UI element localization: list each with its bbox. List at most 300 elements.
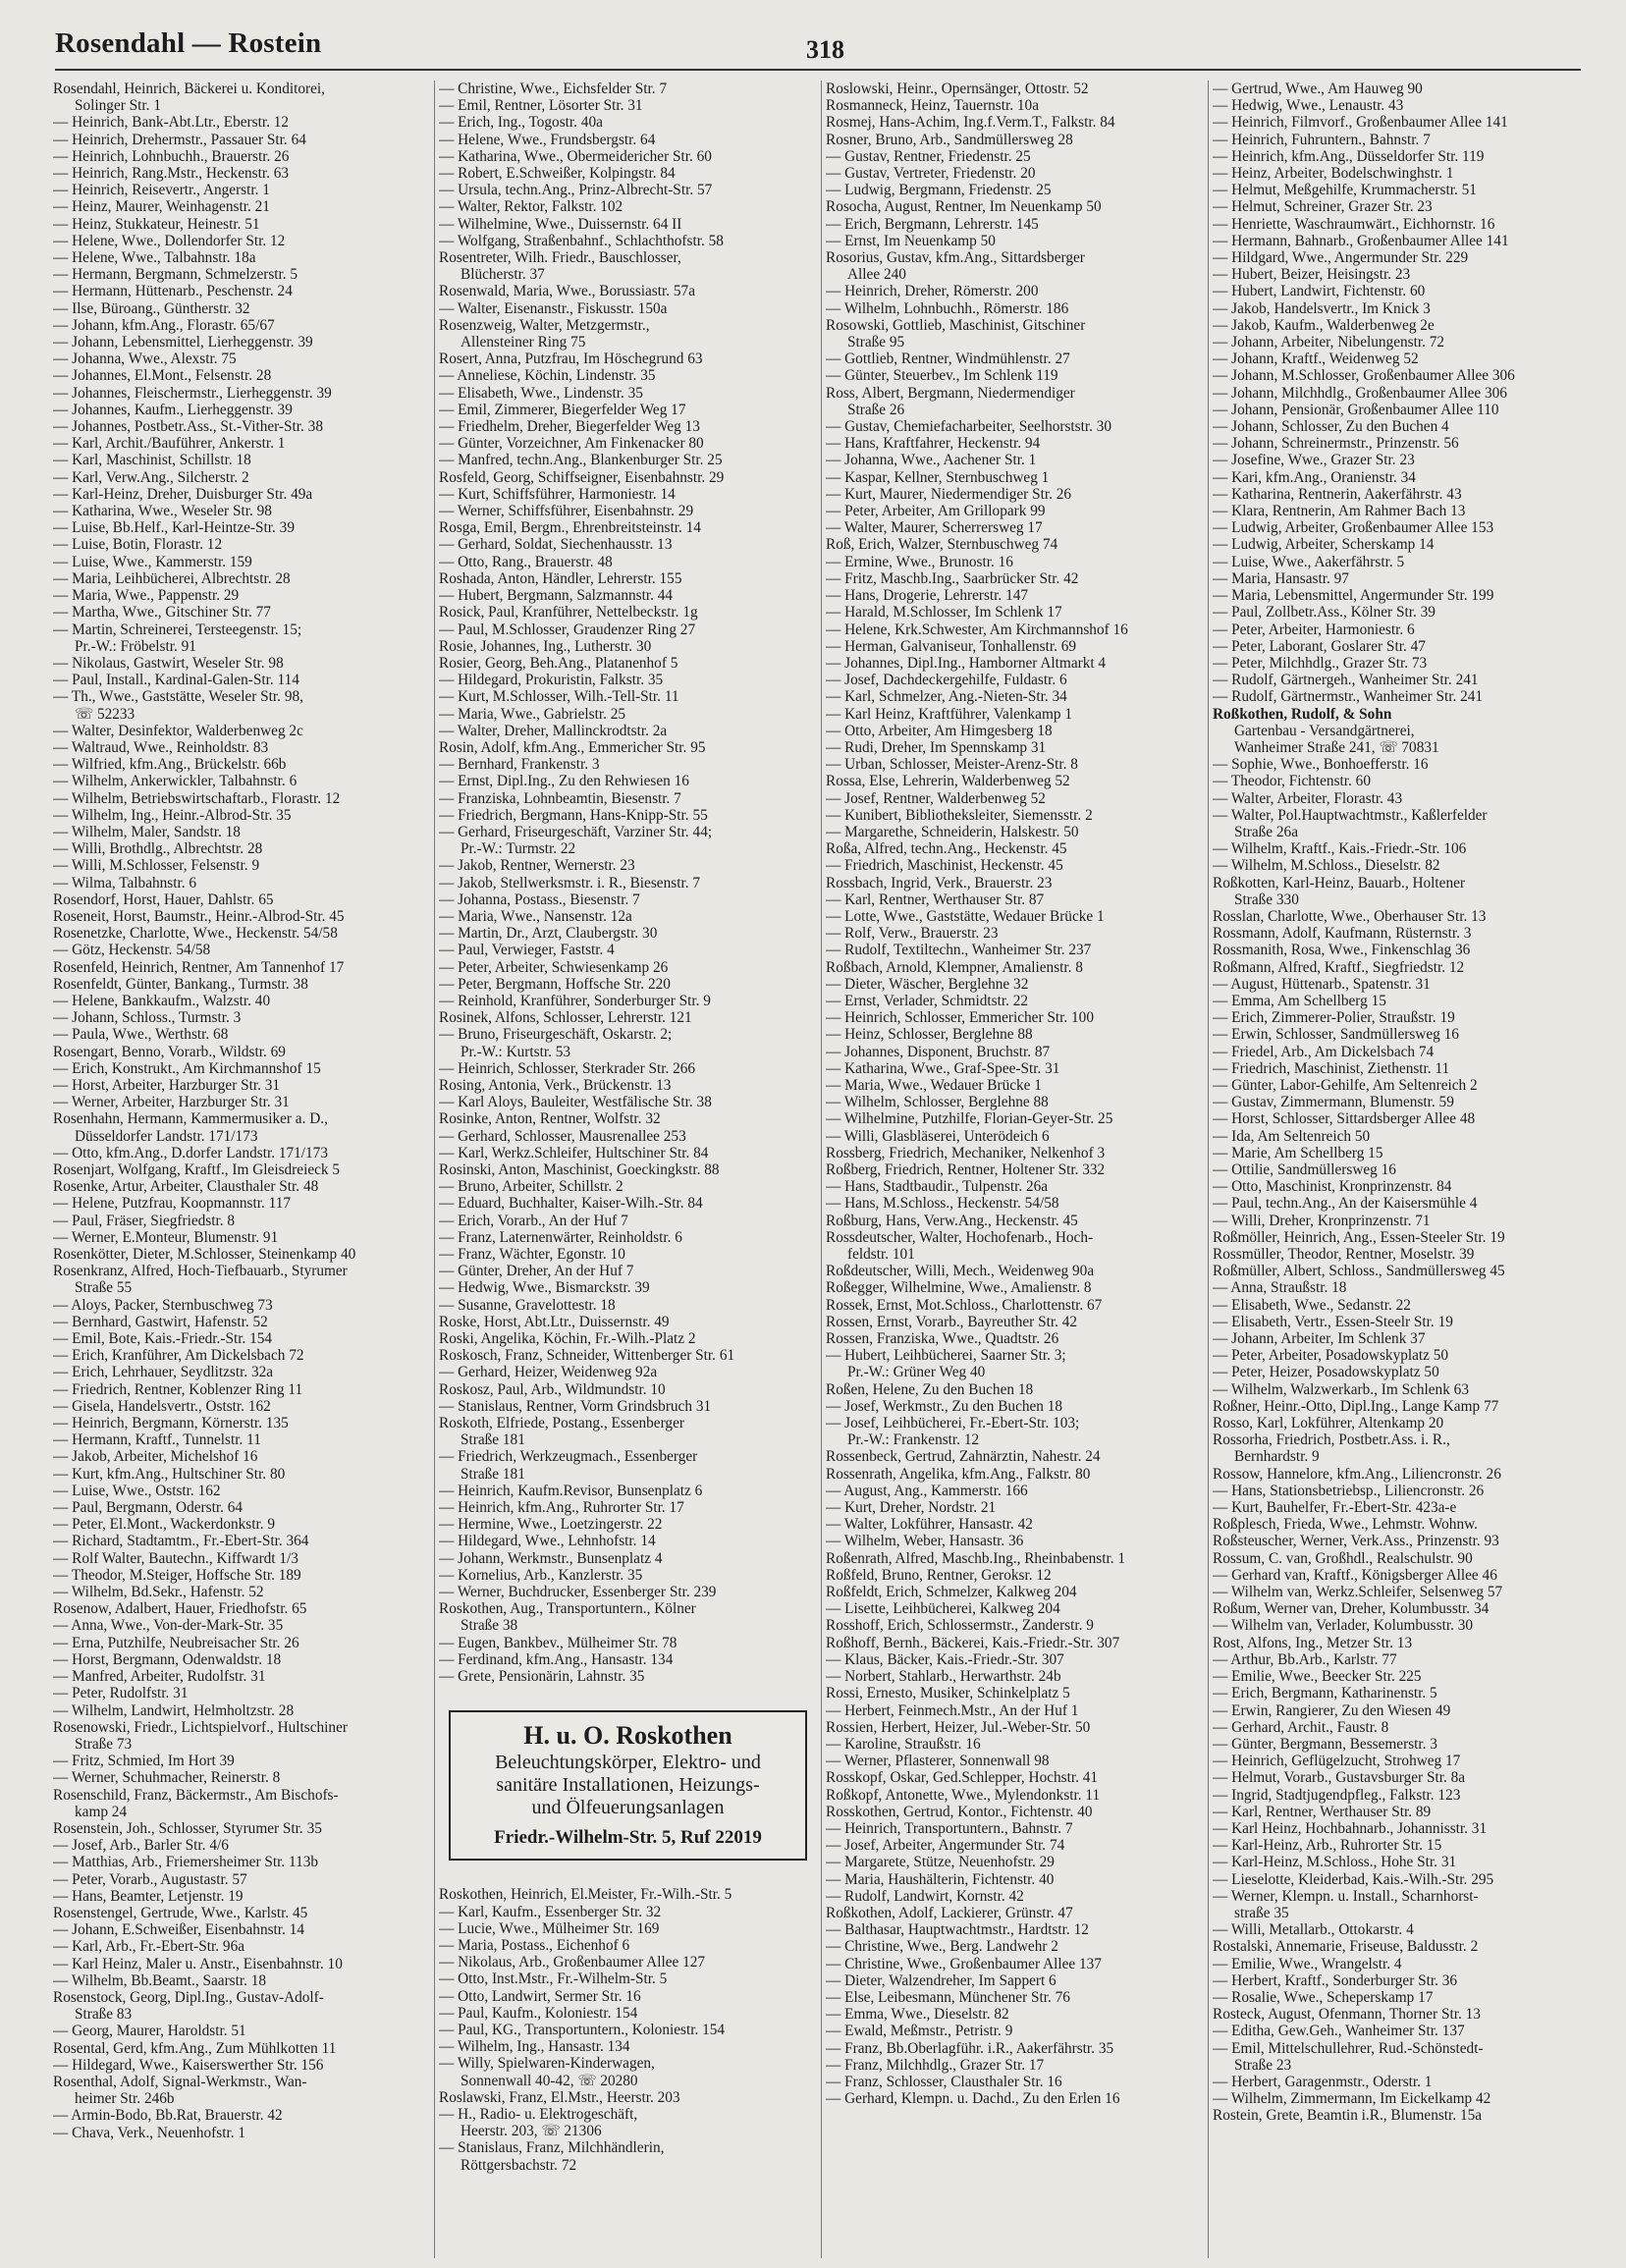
directory-entry: — Herbert, Garagenmstr., Oderstr. 1	[1213, 2073, 1433, 2090]
directory-entry: — Wilhelm, Weber, Hansastr. 36	[826, 1533, 1024, 1550]
directory-entry: — Gustav, Chemiefacharbeiter, Seelhorststr. 30	[826, 418, 1112, 436]
directory-entry: — Günter, Vorzeichner, Am Finkenacker 80	[439, 435, 704, 453]
directory-entry: — Josef, Leihbücherei, Fr.-Ebert-Str. 103;	[826, 1415, 1080, 1432]
directory-entry: — Franz, Bb.Oberlagführ. i.R., Aakerfährstr. 35	[826, 2039, 1114, 2057]
directory-entry: — Otto, Inst.Mstr., Fr.-Wilhelm-Str. 5	[439, 1971, 668, 1988]
directory-entry: Rosocha, August, Rentner, Im Neuenkamp 50	[826, 198, 1102, 216]
directory-entry: — Peter, Rudolfstr. 31	[53, 1685, 189, 1702]
directory-entry: — Ernst, Dipl.Ing., Zu den Rehwiesen 16	[439, 773, 689, 790]
directory-entry: — Emma, Wwe., Dieselstr. 82	[826, 2006, 1009, 2024]
directory-entry: Rosengart, Benno, Vorarb., Wildstr. 69	[53, 1043, 286, 1060]
directory-entry: Rosendahl, Heinrich, Bäckerei u. Konditorei,	[53, 81, 325, 97]
directory-entry: Rosing, Antonia, Verk., Brückenstr. 13	[439, 1076, 672, 1094]
directory-entry: — Otto, Rang., Brauerstr. 48	[439, 553, 613, 570]
directory-entry: — Walter, Dreher, Mallinckrodtstr. 2a	[439, 722, 668, 739]
directory-entry: — Josefine, Wwe., Grazer Str. 23	[1213, 452, 1415, 469]
directory-entry: — Eduard, Buchhalter, Kaiser-Wilh.-Str. 84	[439, 1195, 703, 1213]
directory-entry: — Rosalie, Wwe., Scheperskamp 17	[1213, 1988, 1434, 2006]
directory-entry: — Henriette, Waschraumwärt., Eichhornstr. 16	[1213, 215, 1495, 233]
directory-entry: Roskoth, Elfriede, Postang., Essenberger	[439, 1415, 684, 1432]
directory-entry: — Fritz, Schmied, Im Hort 39	[53, 1753, 235, 1770]
directory-entry: — Heinrich, Lohnbuchh., Brauerstr. 26	[53, 147, 290, 165]
directory-entry: — Willi, Brothdlg., Albrechtstr. 28	[53, 840, 263, 858]
directory-entry: — Helene, Krk.Schwester, Am Kirchmannshof 16	[826, 621, 1128, 638]
directory-entry: Gartenbau - Versandgärtnerei,	[1234, 722, 1415, 739]
directory-entry: — Heinrich, Bank-Abt.Ltr., Eberstr. 12	[53, 114, 290, 132]
directory-entry: — Gustav, Zimmermann, Blumenstr. 59	[1213, 1094, 1454, 1111]
directory-entry: — Josef, Dachdeckergehilfe, Fuldastr. 6	[826, 672, 1067, 689]
directory-entry: Rosier, Georg, Beh.Ang., Platanenhof 5	[439, 654, 678, 672]
directory-entry: Solinger Str. 1	[75, 97, 161, 115]
directory-entry: Roßplesch, Frieda, Wwe., Lehmstr. Wohnw.	[1213, 1516, 1478, 1534]
directory-entry: Roskothen, Aug., Transportuntern., Kölner	[439, 1600, 696, 1618]
directory-entry: — Emil, Rentner, Lösorter Str. 31	[439, 97, 643, 115]
directory-entry: Roskosch, Franz, Schneider, Wittenberger Str. 61	[439, 1347, 735, 1365]
directory-entry: — Wilhelm, Ing., Hansastr. 134	[439, 2038, 630, 2056]
directory-entry: — Gerhard, Soldat, Siechenhausstr. 13	[439, 536, 673, 554]
directory-entry: — Dieter, Walzendreher, Im Sappert 6	[826, 1971, 1057, 1989]
directory-entry: — Wilhelm, Bb.Beamt., Saarstr. 18	[53, 1971, 267, 1989]
directory-entry: — Paul, M.Schlosser, Graudenzer Ring 27	[439, 621, 696, 638]
directory-entry: — Maria, Wwe., Nansenstr. 12a	[439, 907, 632, 925]
directory-entry: — Peter, Heizer, Posadowskyplatz 50	[1213, 1364, 1439, 1381]
directory-entry: — Franz, Laternenwärter, Reinholdstr. 6	[439, 1228, 682, 1246]
directory-entry: — Josef, Werkmstr., Zu den Buchen 18	[826, 1397, 1063, 1415]
directory-entry: — Paul, Kaufm., Koloniestr. 154	[439, 2004, 638, 2022]
directory-entry: — Karl Aloys, Bauleiter, Westfälische Str. 38	[439, 1094, 712, 1111]
directory-entry: Rosinke, Anton, Rentner, Wolfstr. 32	[439, 1110, 661, 1128]
directory-entry: — Wilhelm, Ing., Heinr.-Albrod-Str. 35	[53, 806, 292, 824]
ad-contact: Friedr.-Wilhelm-Str. 5, Ruf 22019	[494, 1827, 762, 1849]
directory-entry: — Helmut, Vorarb., Gustavsburger Str. 8a	[1213, 1769, 1466, 1787]
directory-entry: Rosick, Paul, Kranführer, Nettelbeckstr. 1g	[439, 604, 698, 621]
directory-entry: — Wilhelmine, Wwe., Duissernstr. 64 II	[439, 215, 682, 233]
directory-entry: Roskothen, Heinrich, El.Meister, Fr.-Wilh.-Str. 5	[439, 1886, 732, 1904]
directory-entry: — Heinz, Arbeiter, Bodelschwinghstr. 1	[1213, 165, 1454, 183]
directory-entry: Rossi, Ernesto, Musiker, Schinkelplatz 5	[826, 1685, 1070, 1702]
directory-entry: — Walter, Desinfektor, Walderbenweg 2c	[53, 722, 303, 739]
directory-entry: Rosner, Bruno, Arb., Sandmüllersweg 28	[826, 131, 1073, 148]
directory-entry: — Ludwig, Arbeiter, Scherskamp 14	[1213, 536, 1435, 554]
directory-entry: — Johann, kfm.Ang., Florastr. 65/67	[53, 316, 275, 334]
directory-entry: — Hans, Beamter, Letjenstr. 19	[53, 1887, 244, 1905]
directory-entry: — Johannes, El.Mont., Felsenstr. 28	[53, 367, 272, 385]
directory-entry: — Hubert, Bergmann, Salzmannstr. 44	[439, 587, 674, 605]
directory-entry: — Emilie, Wwe., Wrangelstr. 4	[1213, 1955, 1402, 1972]
directory-entry: — Rudolf, Textiltechn., Wanheimer Str. 237	[826, 942, 1092, 959]
directory-entry: — Johann, Schreinermstr., Prinzenstr. 56	[1213, 435, 1459, 453]
directory-entry: — H., Radio- u. Elektrogeschäft,	[439, 2105, 638, 2123]
directory-entry: — Christine, Wwe., Berg. Landwehr 2	[826, 1938, 1058, 1956]
directory-entry: Rosenstein, Joh., Schlosser, Styrumer Str. 35	[53, 1819, 322, 1837]
directory-entry: Rosshoff, Erich, Schlossermstr., Zanderstr. 9	[826, 1617, 1094, 1635]
directory-entry: — Stanislaus, Franz, Milchhändlerin,	[439, 2139, 665, 2157]
directory-entry: — Helmut, Meßgehilfe, Krummacherstr. 51	[1213, 182, 1477, 199]
directory-entry: — Gerhard, Archit., Faustr. 8	[1213, 1718, 1389, 1736]
directory-entry: — Hans, Drogerie, Lehrerstr. 147	[826, 587, 1029, 605]
directory-entry: — Johannes, Postbetr.Ass., St.-Vither-Str. 38	[53, 418, 323, 436]
directory-entry: — Maria, Hansastr. 97	[1213, 569, 1349, 587]
directory-entry: — Luise, Wwe., Aakerfährstr. 5	[1213, 553, 1405, 570]
directory-entry: — Bernhard, Gastwirt, Hafenstr. 52	[53, 1313, 268, 1330]
directory-entry: Rosmanneck, Heinz, Tauernstr. 10a	[826, 97, 1039, 115]
directory-entry: — Heinrich, Geflügelzucht, Strohweg 17	[1213, 1753, 1461, 1770]
directory-entry: Roßegger, Wilhelmine, Wwe., Amalienstr. 8	[826, 1279, 1092, 1297]
directory-entry: — Willi, Dreher, Kronprinzenstr. 71	[1213, 1212, 1431, 1229]
directory-entry: — Lisette, Leihbücherei, Kalkweg 204	[826, 1600, 1060, 1618]
directory-entry: — Gerhard, Heizer, Weidenweg 92a	[439, 1364, 658, 1381]
directory-entry: — Ernst, Im Neuenkamp 50	[826, 232, 996, 249]
directory-entry: — Katharina, Rentnerin, Aakerfährstr. 43	[1213, 485, 1462, 503]
directory-entry: — Wilhelm van, Werkz.Schleifer, Selsenweg 57	[1213, 1584, 1503, 1601]
directory-entry: — Jakob, Stellwerksmstr. i. R., Biesenstr. 7	[439, 874, 700, 891]
directory-entry: — Wilma, Talbahnstr. 6	[53, 874, 197, 891]
directory-entry: — Lieselotte, Kleiderbad, Kais.-Wilh.-Str. 295	[1213, 1870, 1494, 1888]
directory-entry: — Wilhelm, Kraftf., Kais.-Friedr.-Str. 106	[1213, 840, 1467, 858]
directory-entry: — Anna, Straußstr. 18	[1213, 1279, 1347, 1297]
directory-entry: — Hubert, Leihbücherei, Saarner Str. 3;	[826, 1347, 1066, 1365]
directory-entry: — Heinz, Schlosser, Berglehne 88	[826, 1026, 1033, 1044]
directory-entry: Rossen, Ernst, Vorarb., Bayreuther Str. 42	[826, 1313, 1078, 1330]
directory-entry: Straße 38	[461, 1617, 518, 1635]
directory-entry: — Karl, Kaufm., Essenberger Str. 32	[439, 1903, 662, 1920]
directory-entry: — Wilhelm, Schlosser, Berglehne 88	[826, 1094, 1049, 1111]
directory-entry: — Helene, Putzfrau, Koopmannstr. 117	[53, 1195, 292, 1213]
directory-entry: — Christine, Wwe., Eichsfelder Str. 7	[439, 81, 668, 97]
directory-entry: — Heinz, Maurer, Weinhagenstr. 21	[53, 198, 270, 216]
directory-entry: — Erich, Zimmerer-Polier, Straußstr. 19	[1213, 1009, 1455, 1027]
directory-entry: — Heinrich, kfm.Ang., Düsseldorfer Str. 119	[1213, 147, 1485, 165]
column-divider	[434, 81, 435, 2258]
directory-entry: — Gerhard, Friseurgeschäft, Varziner Str. 44;	[439, 823, 713, 840]
directory-entry: Roslawski, Franz, El.Mstr., Heerstr. 203	[439, 2088, 680, 2106]
directory-entry: — Eugen, Bankbev., Mülheimer Str. 78	[439, 1634, 678, 1651]
directory-entry: Rossmanith, Rosa, Wwe., Finkenschlag 36	[1213, 942, 1471, 959]
directory-entry: Rosenstengel, Gertrude, Wwe., Karlstr. 45	[53, 1904, 308, 1921]
directory-entry: — Heinrich, Rang.Mstr., Heckenstr. 63	[53, 165, 290, 183]
directory-entry: — Jakob, Handelsvertr., Im Knick 3	[1213, 299, 1431, 317]
directory-entry: — Johannes, Fleischermstr., Lierheggenstr. 39	[53, 384, 332, 402]
directory-entry: — Dieter, Wäscher, Berglehne 32	[826, 975, 1029, 993]
directory-entry: Rostein, Grete, Beamtin i.R., Blumenstr. 15a	[1213, 2107, 1483, 2125]
directory-entry: Heerstr. 203, ☏ 21306	[461, 2123, 602, 2140]
directory-entry: — Gustav, Rentner, Friedenstr. 25	[826, 147, 1031, 165]
directory-entry: Straße 95	[847, 334, 905, 351]
directory-entry: — Karl-Heinz, Arb., Ruhrorter Str. 15	[1213, 1837, 1442, 1855]
directory-entry: Roßkopf, Antonette, Wwe., Mylendonkstr. 11	[826, 1786, 1101, 1804]
directory-entry: Roßner, Heinr.-Otto, Dipl.Ing., Lange Kamp 77	[1213, 1397, 1499, 1415]
directory-entry: — Maria, Wwe., Gabrielstr. 25	[439, 705, 626, 723]
directory-entry: Allensteiner Ring 75	[461, 334, 586, 351]
directory-entry: Roßsteuscher, Werner, Verk.Ass., Prinzenstr. 93	[1213, 1533, 1499, 1550]
directory-entry: — Karl-Heinz, M.Schloss., Hohe Str. 31	[1213, 1854, 1457, 1871]
directory-entry: — Jakob, Kaufm., Walderbenweg 2e	[1213, 316, 1435, 334]
directory-entry: Rossenbeck, Gertrud, Zahnärztin, Nahestr. 24	[826, 1448, 1101, 1466]
directory-entry: — Anna, Wwe., Von-der-Mark-Str. 35	[53, 1617, 284, 1635]
directory-entry: — Elisabeth, Wwe., Sedanstr. 22	[1213, 1296, 1411, 1314]
directory-entry: — Hedwig, Wwe., Lenaustr. 43	[1213, 97, 1404, 115]
directory-entry: Roßa, Alfred, techn.Ang., Heckenstr. 45	[826, 840, 1067, 858]
directory-entry: — Wilhelm, Bd.Sekr., Hafenstr. 52	[53, 1584, 264, 1601]
directory-entry: Rossum, C. van, Großhdl., Realschulstr. 90	[1213, 1549, 1473, 1567]
directory-entry: — Werner, E.Monteur, Blumenstr. 91	[53, 1228, 279, 1246]
page-header	[55, 22, 1581, 71]
directory-entry: — Kurt, kfm.Ang., Hultschiner Str. 80	[53, 1465, 286, 1483]
directory-entry: — Emil, Zimmerer, Biegerfelder Weg 17	[439, 401, 686, 418]
directory-entry: Rosteck, August, Ofenmann, Thorner Str. 13	[1213, 2006, 1481, 2024]
directory-entry: — Karl Heinz, Hochbahnarb., Johannisstr. 31	[1213, 1819, 1488, 1837]
directory-entry: — Heinrich, Dreher, Römerstr. 200	[826, 283, 1039, 300]
directory-entry: — Johann, Lebensmittel, Lierheggenstr. 39	[53, 334, 313, 351]
directory-entry: Roß, Erich, Walzer, Sternbuschweg 74	[826, 536, 1058, 554]
directory-entry: Roseneit, Horst, Baumstr., Heinr.-Albrod-Str. 45	[53, 907, 345, 925]
directory-entry: — Elisabeth, Vertr., Essen-Steelr Str. 19	[1213, 1313, 1453, 1330]
directory-entry: — Friedhelm, Dreher, Biegerfelder Weg 13	[439, 418, 700, 436]
directory-entry: — Rolf Walter, Bautechn., Kiffwardt 1/3	[53, 1549, 298, 1567]
directory-entry: Rossenrath, Angelika, kfm.Ang., Falkstr. 80	[826, 1465, 1091, 1483]
directory-entry: — Peter, Milchhdlg., Grazer Str. 73	[1213, 654, 1428, 672]
directory-entry: — Hubert, Beizer, Heisingstr. 23	[1213, 266, 1411, 284]
directory-entry: — Emma, Am Schellberg 15	[1213, 992, 1386, 1009]
directory-entry: — Margarete, Stütze, Neuenhofstr. 29	[826, 1854, 1055, 1871]
directory-entry: — Paul, KG., Transportuntern., Koloniestr. 154	[439, 2021, 726, 2038]
directory-entry: Rosenetzke, Charlotte, Wwe., Heckenstr. 54/58	[53, 925, 338, 943]
directory-entry: Roßberg, Friedrich, Rentner, Holtener Str. 332	[826, 1161, 1106, 1178]
directory-entry: — August, Ang., Kammerstr. 166	[826, 1482, 1028, 1499]
directory-entry: Rosenwald, Maria, Wwe., Borussiastr. 57a	[439, 283, 695, 300]
directory-entry: — Walter, Lokführer, Hansastr. 42	[826, 1516, 1033, 1534]
directory-entry: — Marie, Am Schellberg 15	[1213, 1144, 1383, 1161]
directory-entry: — Kurt, Dreher, Nordstr. 21	[826, 1499, 997, 1517]
directory-entry: feldstr. 101	[847, 1246, 915, 1264]
directory-entry: Rosin, Adolf, kfm.Ang., Emmericher Str. 95	[439, 738, 706, 756]
directory-entry: — Margarethe, Schneiderin, Halskestr. 50	[826, 823, 1079, 840]
directory-entry: — Karl, Schmelzer, Ang.-Nieten-Str. 34	[826, 688, 1067, 706]
directory-entry: — Friedrich, Maschinist, Heckenstr. 45	[826, 857, 1063, 875]
directory-entry: Rossien, Herbert, Heizer, Jul.-Weber-Str. 50	[826, 1718, 1091, 1736]
directory-entry: — Lotte, Wwe., Gaststätte, Wedauer Brücke 1	[826, 907, 1105, 925]
directory-entry: — Bernhard, Frankenstr. 3	[439, 756, 600, 774]
directory-entry: kamp 24	[75, 1803, 128, 1820]
directory-entry: — Franz, Schlosser, Clausthaler Str. 16	[826, 2073, 1062, 2090]
directory-entry: — Paul, Zollbetr.Ass., Kölner Str. 39	[1213, 604, 1436, 621]
directory-entry: — Peter, Arbeiter, Am Grillopark 99	[826, 503, 1046, 520]
directory-entry: — Grete, Pensionärin, Lahnstr. 35	[439, 1668, 645, 1686]
column-divider	[821, 81, 822, 2258]
directory-entry: — Karl Heinz, Maler u. Anstr., Eisenbahnstr. 10	[53, 1955, 343, 1972]
directory-entry: — Lucie, Wwe., Mülheimer Str. 169	[439, 1919, 660, 1937]
directory-entry: — Friedrich, Bergmann, Hans-Knipp-Str. 55	[439, 806, 708, 824]
directory-entry: — Else, Leibesmann, Münchener Str. 76	[826, 1988, 1070, 2006]
directory-entry: — Götz, Heckenstr. 54/58	[53, 942, 211, 959]
directory-entry: — Matthias, Arb., Friemersheimer Str. 113b	[53, 1854, 319, 1871]
directory-entry: — Anneliese, Köchin, Lindenstr. 35	[439, 367, 656, 385]
column-2	[439, 81, 817, 2174]
directory-entry: — Kari, kfm.Ang., Oranienstr. 34	[1213, 468, 1416, 486]
column-3	[826, 81, 1204, 2107]
directory-entry: — Gerhard, Schlosser, Mausrenallee 253	[439, 1127, 686, 1145]
directory-entry: — Rudolf, Gärtnermstr., Wanheimer Str. 241	[1213, 688, 1484, 706]
directory-entry: — Johannes, Dipl.Ing., Hamborner Altmarkt 4	[826, 654, 1107, 672]
directory-entry: Roßkothen, Rudolf, & Sohn	[1213, 705, 1392, 723]
directory-entry: — Günter, Labor-Gehilfe, Am Seltenreich 2	[1213, 1076, 1478, 1094]
directory-entry: — Manfred, Arbeiter, Rudolfstr. 31	[53, 1668, 266, 1686]
directory-entry: — Wilhelm, Lohnbuchh., Römerstr. 186	[826, 299, 1069, 317]
directory-entry: Rosenthal, Adolf, Signal-Werkmstr., Wan-	[53, 2073, 307, 2090]
directory-entry: — Josef, Rentner, Walderbenweg 52	[826, 789, 1046, 807]
directory-entry: — Josef, Arbeiter, Angermunder Str. 74	[826, 1837, 1065, 1855]
directory-entry: — Kurt, Schiffsführer, Harmoniestr. 14	[439, 485, 676, 503]
directory-entry: Straße 26a	[1234, 823, 1298, 840]
ad-line: Beleuchtungskörper, Elektro- und	[495, 1752, 761, 1774]
column-1	[53, 81, 431, 2141]
directory-entry: Straße 83	[75, 2006, 133, 2024]
directory-entry: Rossow, Hannelore, kfm.Ang., Liliencronstr. 26	[1213, 1465, 1501, 1483]
directory-entry: — Karl, Verw.Ang., Silcherstr. 2	[53, 468, 249, 486]
column-divider	[1208, 81, 1209, 2258]
directory-entry: — Johann, M.Schlosser, Großenbaumer Allee 306	[1213, 367, 1515, 385]
directory-entry: — Wilhelm, Maler, Sandstr. 18	[53, 823, 241, 840]
column-4	[1213, 81, 1591, 2125]
directory-entry: — Fritz, Maschb.Ing., Saarbrücker Str. 42	[826, 569, 1079, 587]
directory-entry: — Martin, Dr., Arzt, Claubergstr. 30	[439, 925, 658, 943]
directory-entry: — Ernst, Verlader, Schmidtstr. 22	[826, 992, 1029, 1009]
directory-entry: — Klara, Rentnerin, Am Rahmer Bach 13	[1213, 503, 1466, 520]
directory-entry: — Peter, Arbeiter, Posadowskyplatz 50	[1213, 1347, 1449, 1365]
directory-entry: Rosenhahn, Hermann, Kammermusiker a. D.,	[53, 1110, 328, 1128]
directory-entry: Rossdeutscher, Walter, Hochofenarb., Hoch-	[826, 1228, 1094, 1246]
directory-entry: Rosmej, Hans-Achim, Ing.f.Verm.T., Falkstr. 84	[826, 114, 1115, 132]
directory-entry: — Ludwig, Bergmann, Friedenstr. 25	[826, 182, 1052, 199]
directory-entry: — Wilhelm, Zimmermann, Im Eickelkamp 42	[1213, 2090, 1491, 2108]
directory-entry: — Hermann, Hüttenarb., Peschenstr. 24	[53, 283, 293, 300]
directory-entry: — Gottlieb, Rentner, Windmühlenstr. 27	[826, 351, 1070, 368]
column-2-top	[439, 81, 817, 1685]
directory-entry: — Karl Heinz, Kraftführer, Valenkamp 1	[826, 705, 1072, 723]
ad-title: H. u. O. Roskothen	[523, 1721, 732, 1751]
directory-entry: — Kunibert, Bibliotheksleiter, Siemensstr. 2	[826, 806, 1093, 824]
directory-entry: — Ida, Am Seltenreich 50	[1213, 1127, 1371, 1145]
directory-entry: — Ludwig, Arbeiter, Großenbaumer Allee 153	[1213, 519, 1494, 537]
directory-entry: Rosskothen, Gertrud, Kontor., Fichtenstr. 40	[826, 1803, 1093, 1820]
directory-entry: Rosenschild, Franz, Bäckermstr., Am Bischofs-	[53, 1786, 339, 1804]
directory-entry: — Johann, E.Schweißer, Eisenbahnstr. 14	[53, 1921, 304, 1939]
directory-entry: — Susanne, Gravelottestr. 18	[439, 1296, 616, 1314]
directory-entry: — Heinrich, Schlosser, Emmericher Str. 100	[826, 1009, 1094, 1027]
directory-entry: — Manfred, techn.Ang., Blankenburger Str. 25	[439, 452, 723, 469]
directory-entry: — Erich, Konstrukt., Am Kirchmannshof 15	[53, 1059, 321, 1077]
directory-entry: — Paula, Wwe., Werthstr. 68	[53, 1026, 229, 1044]
directory-entry: — Herbert, Feinmech.Mstr., An der Huf 1	[826, 1701, 1079, 1719]
directory-entry: — Erich, Vorarb., An der Huf 7	[439, 1212, 628, 1229]
directory-entry: — Karl, Werkz.Schleifer, Hultschiner Str. 84	[439, 1144, 709, 1161]
column-2-bottom	[439, 1886, 817, 2173]
directory-entry: — Johanna, Postass., Biesenstr. 7	[439, 891, 640, 908]
directory-entry: — Horst, Schlosser, Sittardsberger Allee 48	[1213, 1110, 1476, 1128]
directory-entry: Roskosz, Paul, Arb., Wildmundstr. 10	[439, 1380, 666, 1398]
directory-entry: Rosenowski, Friedr., Lichtspielvorf., Hultschiner	[53, 1718, 348, 1736]
directory-entry: Rossa, Else, Lehrerin, Walderbenweg 52	[826, 773, 1070, 790]
directory-entry: — Otto, kfm.Ang., D.dorfer Landstr. 171/173	[53, 1144, 328, 1161]
directory-entry: — Maria, Postass., Eichenhof 6	[439, 1936, 630, 1954]
directory-entry: — Gerhard van, Kraftf., Königsberger Allee 46	[1213, 1566, 1497, 1584]
directory-entry: Roßmann, Alfred, Kraftf., Siegfriedstr. 12	[1213, 958, 1465, 976]
directory-entry: Rostalski, Annemarie, Friseuse, Baldusstr. 2	[1213, 1938, 1479, 1956]
directory-entry: — Johann, Kraftf., Weidenweg 52	[1213, 351, 1419, 368]
directory-entry: — Theodor, Fichtenstr. 60	[1213, 773, 1371, 790]
directory-entry: — Kurt, Maurer, Niedermendiger Str. 26	[826, 485, 1072, 503]
directory-entry: — Klaus, Bäcker, Kais.-Friedr.-Str. 307	[826, 1650, 1064, 1668]
directory-entry: — Theodor, M.Steiger, Hoffsche Str. 189	[53, 1566, 301, 1584]
directory-entry: — Peter, Vorarb., Augustastr. 57	[53, 1870, 247, 1888]
directory-entry: Straße 26	[847, 401, 905, 418]
directory-entry: — Erich, Lehrhauer, Seydlitzstr. 32a	[53, 1364, 274, 1381]
directory-entry: — Paul, Verwieger, Faststr. 4	[439, 942, 615, 959]
directory-entry: — Nikolaus, Arb., Großenbaumer Allee 127	[439, 1954, 706, 1971]
directory-entry: — Werner, Klempn. u. Install., Scharnhorst-	[1213, 1887, 1479, 1905]
directory-entry: — Werner, Arbeiter, Harzburger Str. 31	[53, 1094, 290, 1111]
directory-entry: — Paul, Fräser, Siegfriedstr. 8	[53, 1212, 236, 1229]
directory-entry: Rosenkranz, Alfred, Hoch-Tiefbauarb., Styrumer	[53, 1263, 348, 1280]
directory-entry: Roslowski, Heinr., Opernsänger, Ottostr. 52	[826, 81, 1089, 97]
directory-entry: — Hildegard, Prokuristin, Falkstr. 35	[439, 672, 664, 689]
directory-entry: — Hans, Stationsbetriebsp., Liliencronstr. 26	[1213, 1482, 1485, 1499]
directory-entry: — Helene, Wwe., Frundsbergstr. 64	[439, 131, 656, 148]
directory-entry: Bernhardstr. 9	[1234, 1448, 1320, 1466]
directory-entry: — Friedrich, Werkzeugmach., Essenberger	[439, 1448, 698, 1466]
directory-entry: — Peter, Bergmann, Hoffsche Str. 220	[439, 975, 671, 993]
directory-entry: — Wilhelm, Betriebswirtschaftarb., Florastr. 12	[53, 789, 341, 807]
directory-entry: Rosso, Karl, Lokführer, Altenkamp 20	[1213, 1415, 1444, 1432]
directory-entry: — Urban, Schlosser, Meister-Arenz-Str. 8	[826, 756, 1078, 774]
directory-entry: Straße 23	[1234, 2056, 1292, 2074]
directory-entry: — Jakob, Arbeiter, Michelshof 16	[53, 1448, 258, 1466]
directory-entry: — Katharina, Wwe., Obermeidericher Str. 60	[439, 147, 712, 165]
directory-entry: Pr.-W.: Grüner Weg 40	[847, 1364, 986, 1381]
directory-entry: Rosert, Anna, Putzfrau, Im Höschegrund 63	[439, 351, 703, 368]
directory-entry: — Hans, Kraftfahrer, Heckenstr. 94	[826, 435, 1041, 453]
directory-entry: Roßmöller, Heinrich, Ang., Essen-Steeler Str. 19	[1213, 1228, 1505, 1246]
directory-entry: — Willy, Spielwaren-Kinderwagen,	[439, 2055, 655, 2073]
directory-entry: — Helene, Bankkaufm., Walzstr. 40	[53, 992, 271, 1009]
directory-entry: Roßfeld, Bruno, Rentner, Geroksr. 12	[826, 1566, 1052, 1584]
directory-entry: — Luise, Botin, Florastr. 12	[53, 536, 223, 554]
directory-entry: — Wilhelm, Walzwerkarb., Im Schlenk 63	[1213, 1380, 1469, 1398]
directory-entry: — Friedrich, Maschinist, Ziethenstr. 11	[1213, 1059, 1450, 1077]
directory-entry: — Werner, Pflasterer, Sonnenwall 98	[826, 1753, 1050, 1770]
directory-entry: Straße 330	[1234, 891, 1299, 908]
directory-entry: — Karl, Rentner, Werthauser Str. 89	[1213, 1803, 1432, 1820]
directory-entry: — Armin-Bodo, Bb.Rat, Brauerstr. 42	[53, 2107, 283, 2125]
directory-entry: — Norbert, Stahlarb., Herwarthstr. 24b	[826, 1668, 1061, 1686]
directory-entry: — Ursula, techn.Ang., Prinz-Albrecht-Str. 57	[439, 182, 713, 199]
directory-entry: Roßum, Werner van, Dreher, Kolumbusstr. 34	[1213, 1600, 1490, 1618]
directory-entry: — Hildegard, Wwe., Kaiserswerther Str. 156	[53, 2056, 324, 2074]
directory-entry: — Luise, Bb.Helf., Karl-Heintze-Str. 39	[53, 519, 295, 537]
directory-entry: Straße 55	[75, 1279, 133, 1297]
directory-entry: — Herbert, Kraftf., Sonderburger Str. 36	[1213, 1971, 1458, 1989]
directory-entry: — Gerhard, Klempn. u. Dachd., Zu den Erlen 16	[826, 2090, 1120, 2108]
directory-entry: — Gisela, Handelsvertr., Oststr. 162	[53, 1397, 271, 1415]
directory-entry: — Werner, Schuhmacher, Reinerstr. 8	[53, 1769, 281, 1787]
directory-entry: — Heinz, Stukkateur, Heinestr. 51	[53, 215, 260, 233]
directory-entry: Rosendorf, Horst, Hauer, Dahlstr. 65	[53, 891, 274, 908]
directory-entry: — Ewald, Meßmstr., Petristr. 9	[826, 2023, 1013, 2040]
directory-entry: Roßbach, Arnold, Klempner, Amalienstr. 8	[826, 958, 1083, 976]
directory-entry: — August, Hüttenarb., Spatenstr. 31	[1213, 975, 1431, 993]
directory-entry: — Walter, Maurer, Scherrersweg 17	[826, 519, 1043, 537]
directory-entry: — Bruno, Friseurgeschäft, Oskarstr. 2;	[439, 1026, 673, 1044]
